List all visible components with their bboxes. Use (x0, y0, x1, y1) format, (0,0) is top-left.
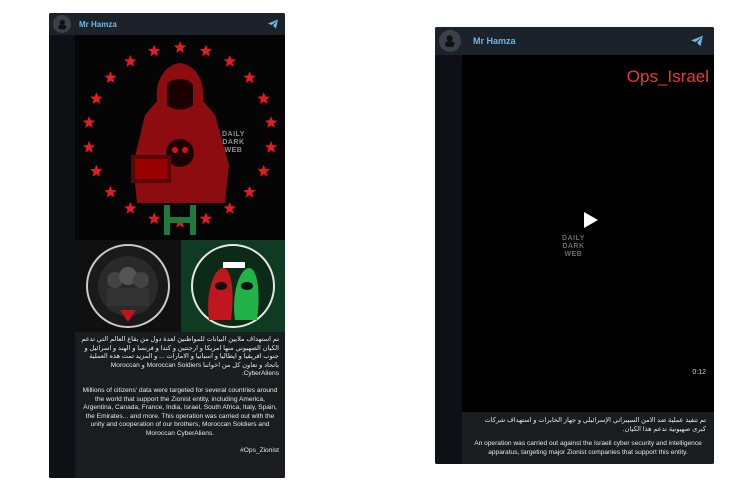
red-star-icon (243, 186, 255, 198)
red-star-icon (148, 45, 160, 57)
red-star-icon (265, 141, 277, 153)
channel-name[interactable]: Mr Hamza (473, 36, 516, 46)
red-star-icon (83, 141, 95, 153)
red-star-icon (200, 212, 212, 224)
red-star-icon (83, 116, 95, 128)
red-star-icon (258, 92, 270, 104)
chat-header (435, 27, 714, 55)
red-star-icon (148, 212, 160, 224)
post-image-moroccan-cyberaliens[interactable] (181, 240, 285, 332)
post-caption (462, 412, 714, 464)
post-image-hacker-emblem[interactable] (75, 35, 285, 240)
red-star-icon (104, 186, 116, 198)
red-star-icon (265, 116, 277, 128)
red-star-icon (243, 71, 255, 83)
emblem-artwork (75, 35, 285, 240)
red-star-icon (104, 71, 116, 83)
red-star-icon (174, 41, 186, 53)
play-icon[interactable] (583, 211, 599, 229)
hacker-avatar-icon (56, 18, 69, 31)
red-star-icon (224, 55, 236, 67)
caption-arabic: تم استهداف ملايين البيانات للمواطنين لعدة دول من بقاع العالم التي تدعم الكيان الصهيوني منها امريكا و ارجنتين و كندا و فرنسا و الهند و اسرائيل و جنوب افريقيا و ايطاليا و اسبانيا و الامارات ... و المزيد تمت هذه العملية باتحاد و تعاون كل من اخواننا Moroccan Soldiers و Moroccan CyberAliens. (81, 336, 279, 378)
moroccan-soldiers-logo (75, 240, 181, 332)
post-image-moroccan-soldiers[interactable] (75, 240, 181, 332)
channel-avatar[interactable] (53, 15, 71, 33)
red-star-icon (90, 92, 102, 104)
red-star-icon (124, 55, 136, 67)
post-caption (75, 332, 285, 478)
chat-header (49, 13, 285, 35)
telegram-screen-right (435, 27, 714, 464)
caption-english: Millions of citizens' data were targeted for several countries around the world that support the Zionist entity, including America, Argentina, Canada, France, India, Israel, South Africa, Italy, Spain, the Emirates... and more. This operation was carried out with the unity and cooperation of our brothers, Moroccan Soldiers and Moroccan CyberAliens. (82, 386, 278, 437)
video-duration: 0:12 (692, 369, 706, 376)
watermark: DAILY DARK WEB (562, 235, 585, 258)
video-player[interactable] (462, 55, 714, 412)
hacker-avatar-icon (442, 33, 457, 48)
video-title: Ops_Israel (626, 67, 709, 86)
caption-arabic: تم تنفيذ عملية ضد الامن السيبراني الإسرائيلي و جهاز الخابرات و استهداف شركات كبرى صهيونية تدعم هذا الكيان. (484, 417, 706, 433)
caption-hashtag[interactable]: #Ops_Zionist (240, 446, 279, 454)
watermark: DAILY DARK WEB (222, 131, 245, 154)
red-star-icon (90, 165, 102, 177)
red-star-icon (258, 165, 270, 177)
channel-name[interactable]: Mr Hamza (79, 19, 117, 29)
share-icon[interactable] (267, 18, 279, 30)
channel-avatar[interactable] (439, 30, 461, 52)
red-star-icon (124, 202, 136, 214)
red-star-icon (200, 45, 212, 57)
caption-english: An operation was carried out against the Israeli cyber security and intelligence apparatus, targeting major Zionist companies that support this entity. (474, 440, 702, 456)
telegram-screen-left (49, 13, 285, 478)
share-icon[interactable] (690, 34, 704, 48)
red-star-icon (224, 202, 236, 214)
moroccan-cyberaliens-logo (181, 240, 285, 332)
